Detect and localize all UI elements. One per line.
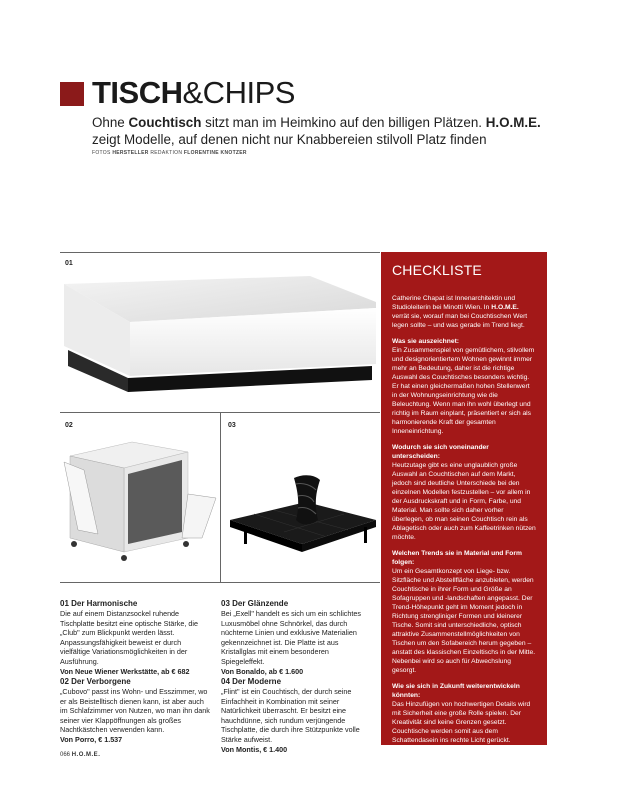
checklist-answer-2: Heutzutage gibt es eine unglaublich große Auswahl an Couchtischen auf dem Markt, jedoch sind deutliche Unterschiede bei den einzelnen Modellen festzustellen – vor allem in der Ausdruckskraft und in Form, Farbe, und Material. Man sollte sich daher vorher überlegen, ob man seinen Couchtisch rein als Ablagetisch oder auch zum Kaffeetrinken nützen möchte. (392, 462, 536, 541)
checklist-answer-4: Das Hinzufügen von hochwertigen Details wird mit Sicherheit eine große Rolle spielen. Der Kreativität sind keine Grenzen gesetzt. Couchtische werden somit aus dem Schattendasein ins rechte Licht gerückt. (392, 701, 531, 744)
page-number: 066 (60, 752, 72, 758)
checklist-question-3: Welchen Trends sie in Material und Form folgen: (392, 550, 522, 566)
checklist-section-2 (392, 443, 536, 542)
page-title (92, 74, 295, 112)
checklist-answer-3: Um ein Gesamtkonzept von Liege- bzw. Sitzfläche und Abstellfläche anzubieten, werden Couchtische in ihrer Form und Größe an Sofagruppen und -landschaften angepasst. Der Trend-Höhepunkt geht im Moment jedoch in Richtung strengliniger Formen und kleinerer Tische. Somit sind unterschiedliche, optisch attraktive Zusammenstellmöglichkeiten von Tischen um den Sofabereich herum gegeben – anstatt des klassischen Einzeltischs in der Mitte. Nebenbei wird so auch für Abwechslung gesorgt. (392, 568, 536, 674)
image-label-02: 02 (65, 422, 73, 429)
checklist-question-2: Wodurch sie sich voneinander unterscheiden: (392, 444, 489, 460)
frame-vertical-divider (220, 412, 221, 582)
credit-label-editor: REDAKTION (148, 150, 184, 156)
subtitle (92, 114, 552, 148)
product-04 (221, 676, 371, 754)
product-03 (221, 598, 371, 676)
product-02-price: Von Porro, € 1.537 (60, 734, 123, 744)
product-02-text: „Cubovo" passt ins Wohn- und Esszimmer, wo er als Beistelltisch dienen kann, ist aber auch im Schlafzimmer von Nutzen, wo man ihn dank seiner vier Klappöffnungen als großes Nachtkästchen verwenden kann. (60, 687, 210, 735)
credits (92, 150, 247, 156)
subtitle-bold-1: Couchtisch (128, 115, 202, 130)
checklist-intro-text-1: Catherine Chapat ist Innenarchitektin und Studioleiterin bei Minotti Wien. In (392, 295, 516, 311)
subtitle-text-1: Ohne (92, 115, 129, 130)
subtitle-text-3: zeigt Modelle, auf denen nicht nur Knabbereien stilvoll Platz finden (92, 132, 487, 147)
product-02-title: 02 Der Verborgene (60, 677, 131, 686)
product-01-title: 01 Der Harmonische (60, 599, 138, 608)
checklist-question-1: Was sie auszeichnet: (392, 338, 460, 345)
title-light: &CHIPS (182, 75, 295, 110)
table-02-image (62, 434, 218, 566)
credit-label-photos: FOTOS (92, 150, 113, 156)
checklist-section-1 (392, 337, 536, 436)
product-04-title: 04 Der Moderne (221, 677, 282, 686)
checklist-section-3 (392, 549, 536, 675)
checklist-section-4 (392, 682, 536, 745)
checklist-intro-text-2: verrät sie, worauf man bei Couchtischen Wert legen sollte – und was gerade im Trend liegt. (392, 313, 528, 329)
checklist-question-4: Wie sie sich in Zukunft weiterentwickeln könnten: (392, 683, 520, 699)
image-label-01: 01 (65, 260, 73, 267)
product-03-title: 03 Der Glänzende (221, 599, 289, 608)
checklist-answer-1: Ein Zusammenspiel von gemütlichem, stilvollem und designorientiertem Wohnen gewinnt immer mehr an Bedeutung, daher ist die richtige Auswahl des Couchtisches besonders wichtig. Er hat einen gleichermaßen hohen Stellenwert in der Wohnungseinrichtung wie die Beleuchtung. Wenn man ihn wohl überlegt und richtig im Raum einplant, präsentiert er sich als harmonierende Kraft der gesamten Inneneinrichtung. (392, 347, 535, 435)
title-red-square (60, 82, 84, 106)
product-01 (60, 598, 210, 676)
title-bold: TISCH (92, 75, 183, 110)
table-01-image (60, 272, 378, 404)
product-04-price: Von Montis, € 1.400 (221, 744, 288, 754)
footer-brand: H.O.M.E. (71, 752, 101, 758)
checklist-intro (392, 294, 536, 330)
subtitle-bold-2: H.O.M.E. (485, 115, 541, 130)
credit-value-editor: FLORENTINE KNOTZER (183, 150, 247, 156)
image-label-03: 03 (228, 422, 236, 429)
checklist-title: CHECKLISTE (392, 262, 482, 278)
credit-value-photos: HERSTELLER (112, 150, 149, 156)
product-01-price: Von Neue Wiener Werkstätte, ab € 682 (60, 666, 190, 676)
product-03-price: Von Bonaldo, ab € 1.600 (221, 666, 304, 676)
checklist-intro-bold: H.O.M.E. (491, 304, 519, 311)
page-footer (60, 752, 100, 758)
table-03-image (224, 434, 378, 566)
product-01-text: Die auf einem Distanzsockel ruhende Tischplatte besitzt eine optische Stärke, die „Club" zum Blickpunkt werden lässt. Anpassungsfähigkeit beweist er durch vielfältige Variationsmöglichkeiten in der Ausführung. (60, 609, 198, 666)
frame-bottom-line (60, 582, 380, 583)
checklist-box (381, 252, 547, 745)
frame-top-line (60, 252, 380, 253)
subtitle-text-2: sitzt man im Heimkino auf den billigen Plätzen. (201, 115, 486, 130)
product-02 (60, 676, 210, 745)
product-04-text: „Flint" ist ein Couchtisch, der durch seine Einfachheit in Kombination mit seiner Natürlichkeit überrascht. Er besitzt eine hauchdünne, sich rundum verjüngende Tischplatte, die durch ihre Stützpunkte volle Stärke aufweist. (221, 687, 360, 744)
product-03-text: Bei „Exell" handelt es sich um ein schlichtes Luxusmöbel ohne Schnörkel, das durch nüchterne Linien und exklusive Materialien gekennzeichnet ist. Die Platte ist aus Kristallglas mit einem besonderen Spiegeleffekt. (221, 609, 361, 666)
